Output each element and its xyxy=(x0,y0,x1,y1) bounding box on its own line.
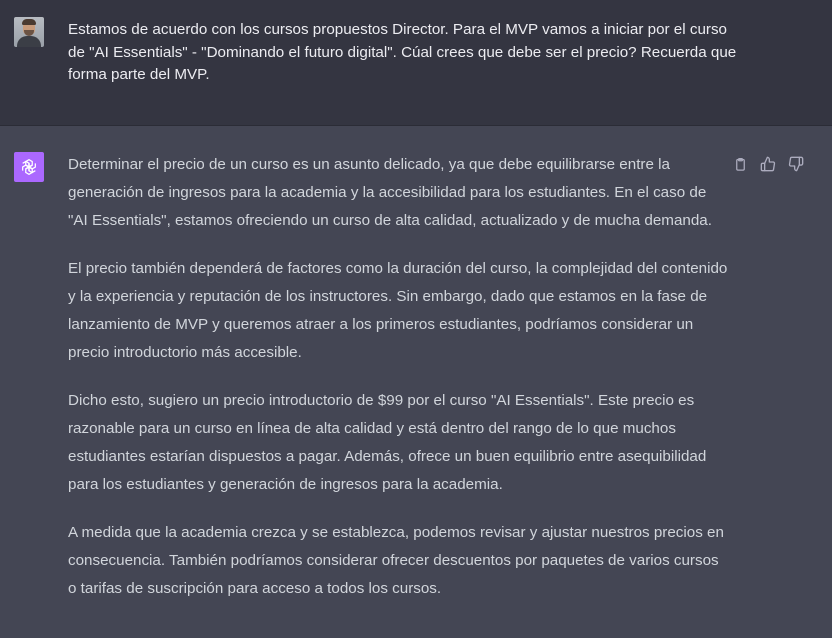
assistant-message-row xyxy=(0,126,832,638)
user-avatar xyxy=(14,17,44,47)
user-avatar-body xyxy=(17,36,41,47)
thumbs-down-icon[interactable] xyxy=(788,156,804,172)
user-avatar-beard xyxy=(24,30,34,36)
assistant-message-text xyxy=(68,151,728,623)
user-message-text: Estamos de acuerdo con los cursos propuestos Director. Para el MVP vamos a iniciar por el curso de "AI Essentials" - "Dominando el futuro digital". Cúal crees que debe ser el precio? Recuerda que forma parte del MVP. xyxy=(68,21,737,83)
message-actions xyxy=(732,155,812,173)
user-message-row xyxy=(0,0,832,126)
clipboard-icon[interactable] xyxy=(732,156,748,172)
thumbs-up-icon[interactable] xyxy=(760,156,776,172)
assistant-paragraph: El precio también dependerá de factores como la duración del curso, la complejidad del contenido y la experiencia y reputación de los instructores. Sin embargo, dado que estamos en la fase de lanzamiento de MVP y queremos atraer a los primeros estudiantes, podríamos considerar un precio introductorio más accesible. xyxy=(68,260,728,361)
openai-logo-icon xyxy=(14,152,44,182)
assistant-paragraph: Dicho esto, sugiero un precio introductorio de $99 por el curso "AI Essentials". Este precio es razonable para un curso en línea de alta calidad y está dentro del rango de lo que muchos estudiantes estarían dispuestos a pagar. Además, ofrece un buen equilibrio entre asequibilidad para los estudiantes y generación de ingresos para la academia. xyxy=(68,392,707,493)
assistant-paragraph: A medida que la academia crezca y se establezca, podemos revisar y ajustar nuestros precios en consecuencia. También podríamos considerar ofrecer descuentos por paquetes de varios cursos o tarifas de suscripción para acceso a todos los cursos. xyxy=(68,524,724,597)
assistant-paragraph: Determinar el precio de un curso es un asunto delicado, ya que debe equilibrarse entre la generación de ingresos para la academia y la accesibilidad para los estudiantes. En el caso de "AI Essentials", estamos ofreciendo un curso de alta calidad, actualizado y de mucha demanda. xyxy=(68,156,712,229)
user-avatar-hair xyxy=(22,19,36,25)
